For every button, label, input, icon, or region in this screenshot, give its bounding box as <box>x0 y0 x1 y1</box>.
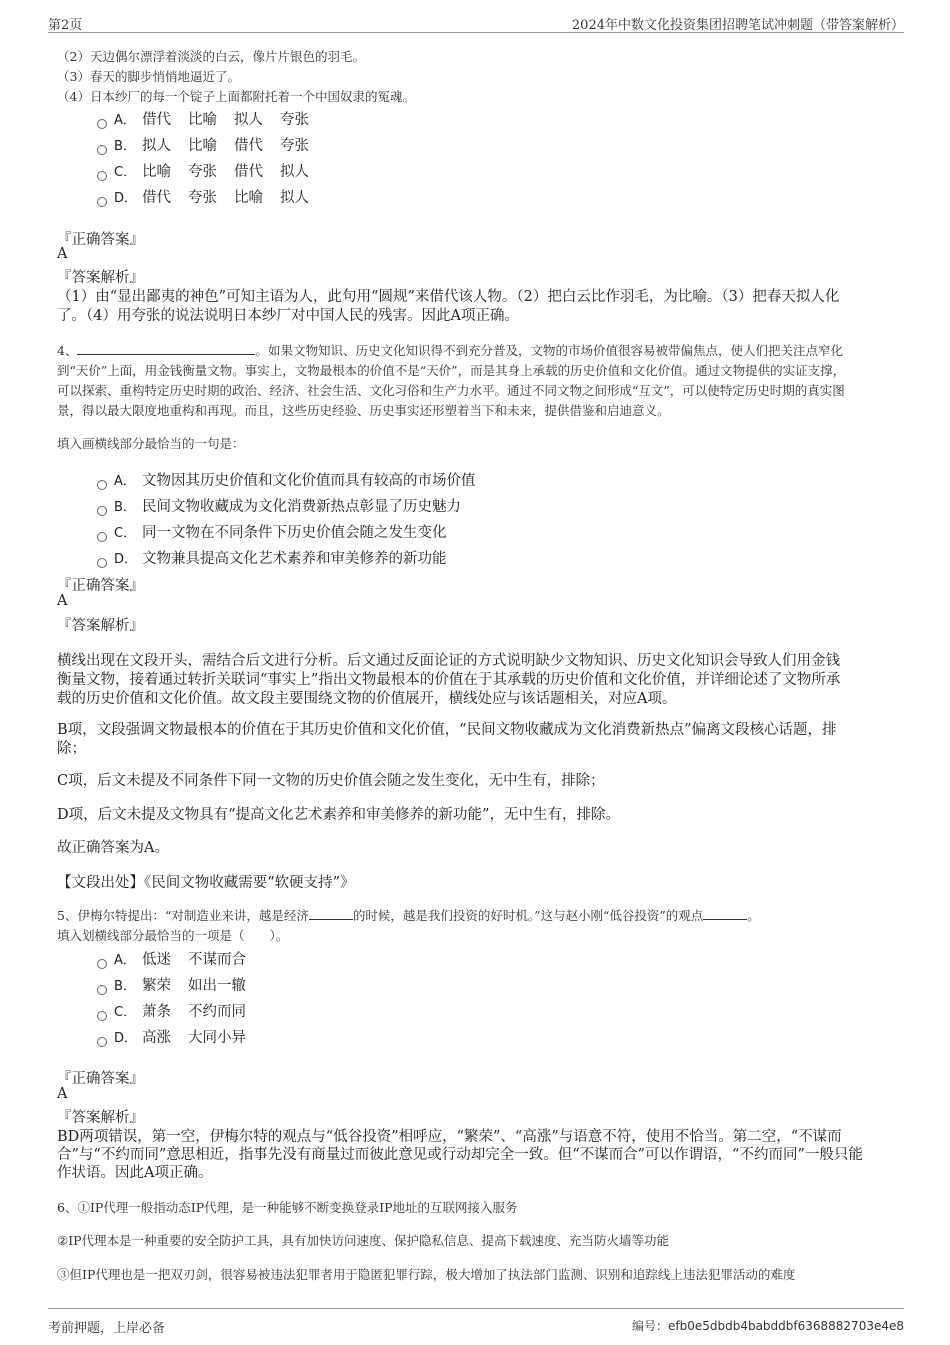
q6-line: ③但IP代理也是一把双刃剑，很容易被违法犯罪者用于隐匿犯罪行踪，极大增加了执法部门监测、识别和追踪线上违法犯罪活动的难度 <box>57 1267 796 1282</box>
option-a[interactable]: A． 借代 比喻 拟人 夸张 <box>97 108 326 129</box>
q3-line: （2）天边偶尔漂浮着淡淡的白云，像片片银色的羽毛。 <box>57 49 365 64</box>
analysis-line: 作状语。因此A项正确。 <box>57 1165 213 1181</box>
answer-label: 『正确答案』 <box>57 232 144 248</box>
option-c[interactable]: C． 萧条 不约而同 <box>97 1000 263 1021</box>
doc-title: 2024年中数文化投资集团招聘笔试冲刺题（带答案解析） <box>571 18 904 33</box>
answer-blank <box>77 343 255 355</box>
radio-icon[interactable] <box>97 1037 107 1047</box>
q4-line: 到“天价”上面，用金钱衡量文物。事实上，文物最根本的价值不是“天价”，而是其身上承载的历史价值和文化价值。通过文物提供的实证支撑， <box>57 363 846 378</box>
analysis-line: 合”与“不约而同”意思相近，指事先没有商量过而彼此意见或行动却完全一致。但“不谋而合”可以作谓语，“不约而同”一般只能 <box>57 1147 863 1163</box>
q4-line: 景，得以最大限度地重构和再现。而且，这些历史经验、历史事实还形塑着当下和未来，提供借鉴和启迪意义。 <box>57 403 670 418</box>
analysis-line: （1）由“显出鄙夷的神色”可知主语为人，此句用“圆规”来借代该人物。（2）把白云比作羽毛，为比喻。（3）把春天拟人化 <box>57 289 840 305</box>
radio-icon[interactable] <box>97 532 107 542</box>
radio-icon[interactable] <box>97 171 107 181</box>
option-b[interactable]: B． 繁荣 如出一辙 <box>97 974 263 995</box>
option-c[interactable]: C． 同一文物在不同条件下历史价值会随之发生变化 <box>97 521 447 542</box>
radio-icon[interactable] <box>97 985 107 995</box>
option-b[interactable]: B． 民间文物收藏成为文化消费新热点彰显了历史魅力 <box>97 495 461 516</box>
analysis-label: 『答案解析』 <box>57 270 144 286</box>
page-header <box>48 12 904 33</box>
analysis-line: 载的历史价值和文化价值。故文段主要围绕文物的价值展开，横线处应与该话题相关，对应A项。 <box>57 691 677 707</box>
footer-slogan: 考前押题，上岸必备 <box>48 1321 166 1336</box>
q5-prompt: 填入划横线部分最恰当的一项是（ ）。 <box>57 928 289 943</box>
answer-blank <box>309 908 353 920</box>
analysis-line: 了。（4）用夸张的说法说明日本纱厂对中国人民的残害。因此A项正确。 <box>57 308 519 324</box>
analysis-line: D项，后文未提及文物具有“提高文化艺术素养和审美修养的新功能”，无中生有，排除。 <box>57 807 620 823</box>
analysis-label: 『答案解析』 <box>57 1110 144 1126</box>
radio-icon[interactable] <box>97 1011 107 1021</box>
q3-line: （3）春天的脚步悄悄地逼近了。 <box>57 69 240 84</box>
radio-icon[interactable] <box>97 506 107 516</box>
answer-value: A <box>57 593 68 609</box>
option-c[interactable]: C． 比喻 夸张 借代 拟人 <box>97 160 326 181</box>
analysis-line: C项，后文未提及不同条件下同一文物的历史价值会随之发生变化，无中生有，排除； <box>57 773 605 789</box>
option-a[interactable]: A． 文物因其历史价值和文化价值而具有较高的市场价值 <box>97 469 476 490</box>
q4-prompt: 填入画横线部分最恰当的一句是： <box>57 436 245 451</box>
radio-icon[interactable] <box>97 197 107 207</box>
answer-label: 『正确答案』 <box>57 1071 144 1087</box>
q6-line: 6、①IP代理一般指动态IP代理，是一种能够不断变换登录IP地址的互联网接入服务 <box>57 1200 518 1215</box>
option-d[interactable]: D． 文物兼具提高文化艺术素养和审美修养的新功能 <box>97 547 447 568</box>
analysis-line: 横线出现在文段开头，需结合后文进行分析。后文通过反面论证的方式说明缺少文物知识、历史文化知识会导致人们用金钱 <box>57 653 840 669</box>
page-footer <box>48 1308 904 1337</box>
doc-code: 编号：efb0e5dbdb4babddbf6368882703e4e8 <box>631 1319 904 1333</box>
radio-icon[interactable] <box>97 119 107 129</box>
radio-icon[interactable] <box>97 145 107 155</box>
q3-line: （4）日本纱厂的每一个锭子上面都附托着一个中国奴隶的冤魂。 <box>57 89 415 104</box>
analysis-line: 故正确答案为A。 <box>57 840 169 856</box>
option-a[interactable]: A． 低迷 不谋而合 <box>97 948 263 969</box>
radio-icon[interactable] <box>97 558 107 568</box>
q6-line: ②IP代理本是一种重要的安全防护工具，具有加快访问速度、保护隐私信息、提高下载速度、充当防火墙等功能 <box>57 1233 670 1248</box>
analysis-line: BD两项错误，第一空，伊梅尔特的观点与“低谷投资”相呼应，“繁荣”、“高涨”与语意不符，使用不恰当。第二空，“不谋而 <box>57 1129 842 1145</box>
source-line: 【文段出处】《民间文物收藏需要“软硬支持”》 <box>57 875 355 891</box>
analysis-line: 除； <box>57 741 86 757</box>
analysis-line: 衡量文物，接着通过转折关联词“事实上”指出文物最根本的价值在于其承载的历史价值和文化价值，并详细论述了文物所承 <box>57 672 841 688</box>
q4-first-line: 4、 。如果文物知识、历史文化知识得不到充分普及，文物的市场价值很容易被带偏焦点，使人们把关注点窄化 <box>57 343 843 358</box>
answer-blank <box>703 908 747 920</box>
answer-value: A <box>57 246 68 262</box>
q5-first-line: 5、伊梅尔特提出：“对制造业来讲，越是经济 的时候，越是我们投资的好时机。”这与赵小刚“低谷投资”的观点 。 <box>57 908 760 923</box>
q4-line: 可以探索、重构特定历史时期的政治、经济、社会生活、文化习俗和生产力水平。通过不同文物之间形成“互文”，可以使特定历史时期的真实图 <box>57 383 845 398</box>
option-b[interactable]: B． 拟人 比喻 借代 夸张 <box>97 134 326 155</box>
radio-icon[interactable] <box>97 480 107 490</box>
radio-icon[interactable] <box>97 959 107 969</box>
analysis-line: B项，文段强调文物最根本的价值在于其历史价值和文化价值，“民间文物收藏成为文化消费新热点”偏离文段核心话题，排 <box>57 722 837 738</box>
answer-label: 『正确答案』 <box>57 578 144 594</box>
page-number: 第2页 <box>48 18 83 33</box>
option-d[interactable]: D． 高涨 大同小异 <box>97 1026 263 1047</box>
answer-value: A <box>57 1086 68 1102</box>
analysis-label: 『答案解析』 <box>57 618 144 634</box>
option-d[interactable]: D． 借代 夸张 比喻 拟人 <box>97 186 326 207</box>
